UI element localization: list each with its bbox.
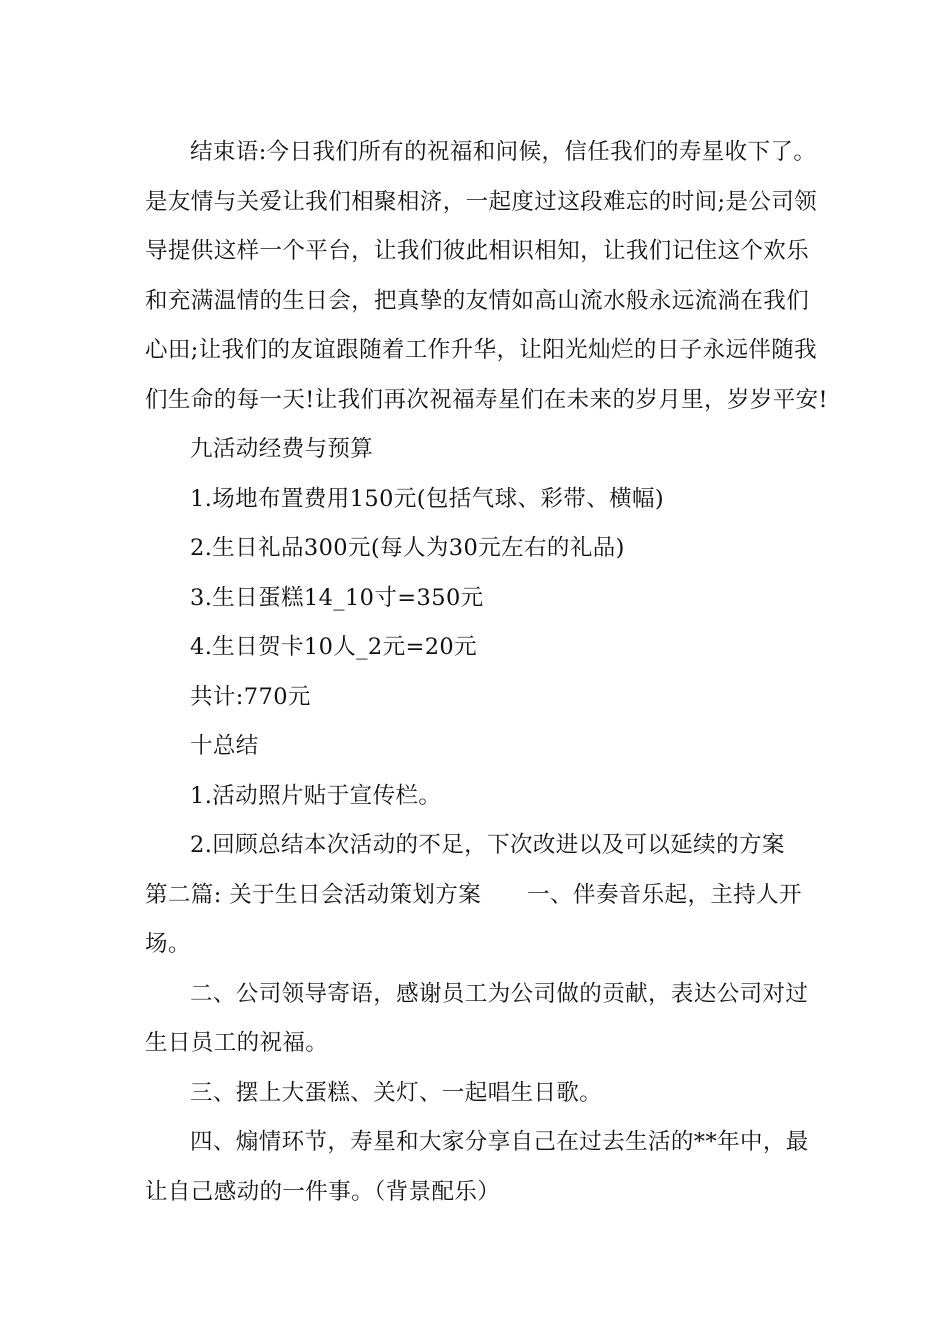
budget-item: 3.生日蛋糕14_10寸=350元 <box>190 584 484 611</box>
step-text: 一、伴奏音乐起，主持人开 <box>527 881 802 908</box>
text-line: 场。 <box>145 931 191 957</box>
text-line: 三、摆上大蛋糕、关灯、一起唱生日歌。 <box>190 1079 603 1106</box>
text-line: 导提供这样一个平台，让我们彼此相识相知，让我们记住这个欢乐 <box>145 238 810 264</box>
budget-item: 4.生日贺卡10人_2元=20元 <box>190 634 478 660</box>
text-line: 是友情与关爱让我们相聚相济，一起度过这段难忘的时间;是公司领 <box>145 188 818 215</box>
text-line: 二、公司领导寄语，感谢员工为公司做的贡献，表达公司对过 <box>190 980 809 1007</box>
closing-paragraph <box>145 128 828 425</box>
text-line: 们生命的每一天!让我们再次祝福寿星们在未来的岁月里，岁岁平安! <box>145 386 828 413</box>
text-line: 心田;让我们的友谊跟随着工作升华，让阳光灿烂的日子永远伴随我 <box>145 337 818 363</box>
budget-item: 1.场地布置费用150元(包括气球、彩带、横幅) <box>190 485 665 512</box>
document-body <box>145 128 828 1217</box>
budget-item: 2.生日礼品300元(每人为30元左右的礼品) <box>190 535 625 561</box>
part-two-title: 第二篇: 关于生日会活动策划方案 <box>145 881 482 908</box>
text-line: 和充满温情的生日会，把真挚的友情如高山流水般永远流淌在我们 <box>145 287 810 314</box>
text-line: 结束语:今日我们所有的祝福和问候，信任我们的寿星收下了。 <box>190 139 817 165</box>
part-two-title-line <box>145 871 810 921</box>
text-line: 让自己感动的一件事。（背景配乐） <box>145 1178 501 1205</box>
budget-heading: 九活动经费与预算 <box>190 436 374 462</box>
summary-item: 2.回顾总结本次活动的不足，下次改进以及可以延续的方案 <box>190 832 785 858</box>
summary-item: 1.活动照片贴于宣传栏。 <box>190 782 442 809</box>
part-two-section <box>145 871 810 1218</box>
budget-total: 共计:770元 <box>190 683 311 710</box>
summary-section <box>145 722 810 871</box>
summary-heading: 十总结 <box>190 733 259 759</box>
text-line: 四、煽情环节，寿星和大家分享自己在过去生活的**年中，最 <box>190 1129 809 1155</box>
budget-section <box>145 425 810 722</box>
text-line: 生日员工的祝福。 <box>145 1030 329 1056</box>
